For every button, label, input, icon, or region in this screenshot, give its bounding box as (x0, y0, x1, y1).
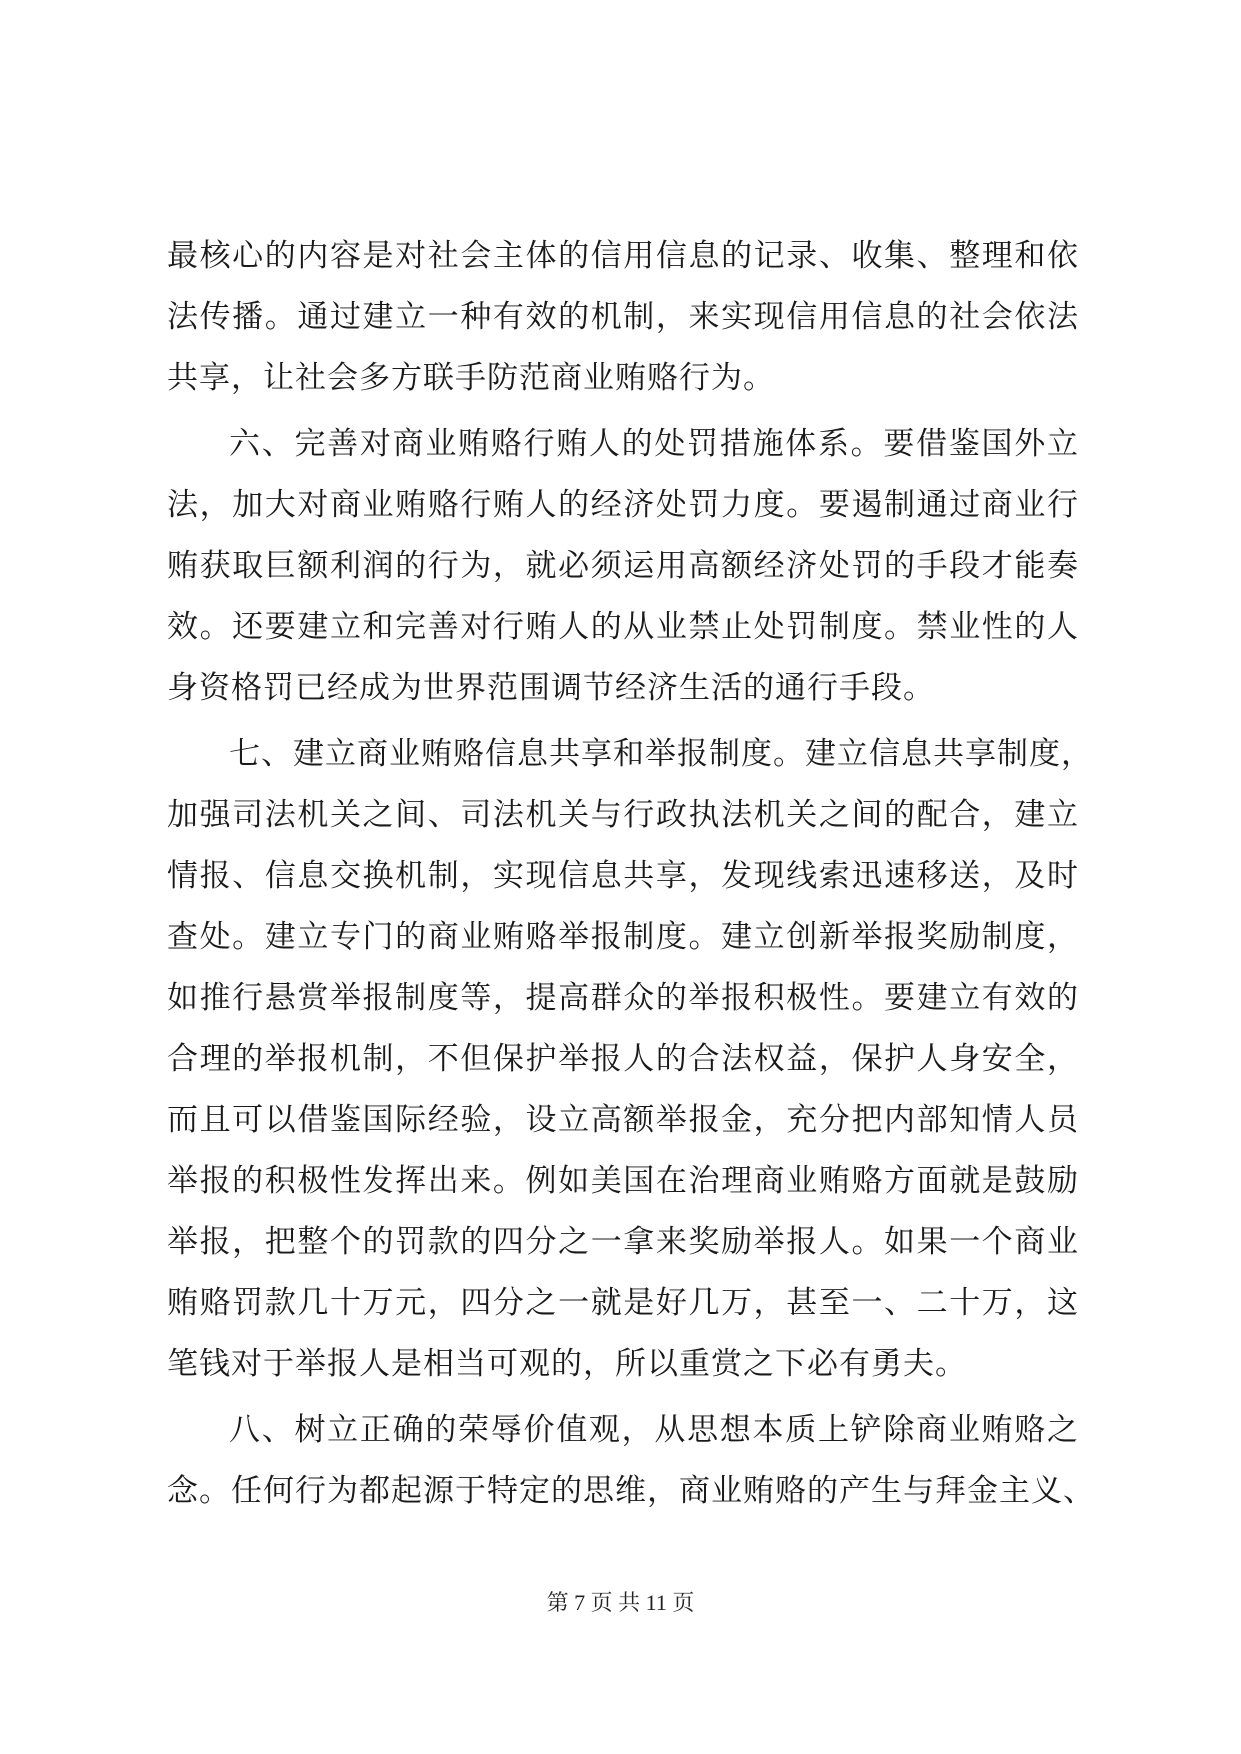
paragraph (167, 226, 1079, 409)
paragraph-line: 情报、信息交换机制，实现信息共享，发现线索迅速移送，及时 (167, 858, 1079, 894)
paragraph-line: 举报，把整个的罚款的四分之一拿来奖励举报人。如果一个商业 (167, 1224, 1079, 1260)
paragraph-line: 身资格罚已经成为世界范围调节经济生活的通行手段。 (167, 670, 935, 706)
paragraph-line: 法传播。通过建立一种有效的机制，来实现信用信息的社会依法 (167, 299, 1079, 335)
paragraph-line: 七、建立商业贿赂信息共享和举报制度。建立信息共享制度， (229, 736, 1093, 772)
paragraph-line: 查处。建立专门的商业贿赂举报制度。建立创新举报奖励制度， (167, 919, 1079, 955)
paragraph-line: 加强司法机关之间、司法机关与行政执法机关之间的配合，建立 (167, 797, 1079, 833)
paragraph-line: 举报的积极性发挥出来。例如美国在治理商业贿赂方面就是鼓励 (167, 1163, 1079, 1199)
paragraph-line: 贿获取巨额利润的行为，就必须运用高额经济处罚的手段才能奏 (167, 548, 1079, 584)
paragraph (167, 414, 1079, 719)
paragraph-line: 六、完善对商业贿赂行贿人的处罚措施体系。要借鉴国外立 (229, 426, 1079, 462)
page-footer: 第 7 页 共 11 页 (546, 1590, 695, 1615)
paragraph-line: 笔钱对于举报人是相当可观的，所以重赏之下必有勇夫。 (167, 1346, 967, 1382)
paragraph-line: 如推行悬赏举报制度等，提高群众的举报积极性。要建立有效的 (167, 980, 1079, 1016)
document-body (167, 226, 1095, 1522)
paragraph-line: 共享，让社会多方联手防范商业贿赂行为。 (167, 360, 775, 396)
paragraph (167, 1400, 1095, 1522)
paragraph-line: 而且可以借鉴国际经验，设立高额举报金，充分把内部知情人员 (167, 1102, 1079, 1138)
paragraph-line: 贿赂罚款几十万元，四分之一就是好几万，甚至一、二十万，这 (167, 1285, 1079, 1321)
paragraph-line: 效。还要建立和完善对行贿人的从业禁止处罚制度。禁业性的人 (167, 609, 1079, 645)
paragraph-line: 最核心的内容是对社会主体的信用信息的记录、收集、整理和依 (167, 238, 1079, 274)
paragraph-line: 八、树立正确的荣辱价值观，从思想本质上铲除商业贿赂之 (229, 1412, 1079, 1448)
paragraph-line: 法，加大对商业贿赂行贿人的经济处罚力度。要遏制通过商业行 (167, 487, 1079, 523)
paragraph-line: 合理的举报机制，不但保护举报人的合法权益，保护人身安全， (167, 1041, 1079, 1077)
paragraph (167, 724, 1093, 1395)
paragraph-line: 念。任何行为都起源于特定的思维，商业贿赂的产生与拜金主义、 (167, 1473, 1095, 1509)
